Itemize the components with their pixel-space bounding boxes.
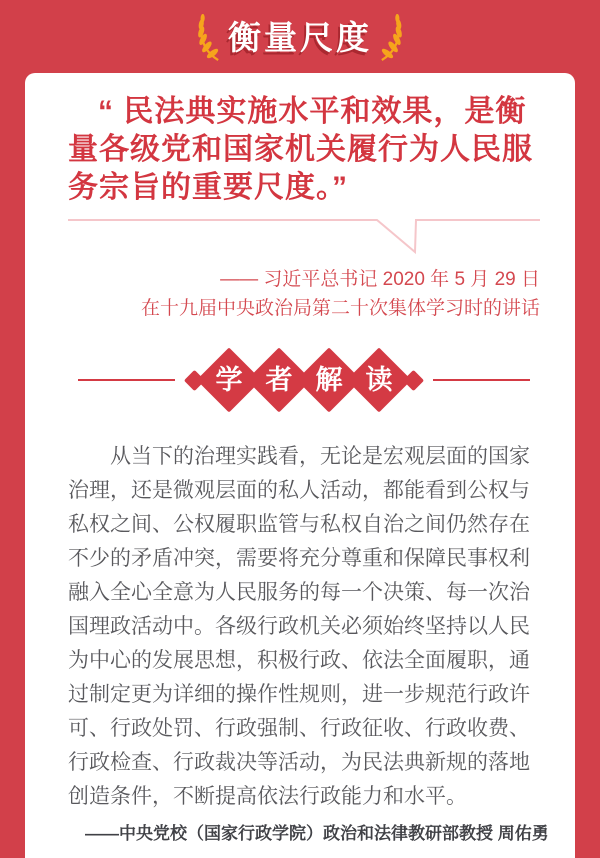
section-char: 学 [215, 364, 243, 395]
speech-bubble-tail-icon [68, 219, 540, 255]
article-line: 国理政活动中。各级行政机关必须始终坚持以人民 [68, 615, 530, 638]
content-panel [25, 73, 575, 858]
section-char: 解 [315, 364, 343, 395]
article-body [68, 440, 540, 814]
quote-line: 量各级党和国家机关履行为人民服 [68, 133, 533, 166]
diamond-icon [403, 369, 424, 390]
section-char: 者 [265, 364, 293, 395]
section-char-diamond [346, 347, 411, 412]
quote-line: 务宗旨的重要尺度。” [68, 171, 348, 204]
article-line: 为中心的发展思想，积极行政、依法全面履职，通 [68, 649, 530, 672]
section-char: 读 [365, 364, 393, 395]
section-header [68, 345, 540, 415]
quote-attribution-occasion: 在十九届中央政治局第二十次集体学习时的讲话 [140, 298, 540, 319]
article-line: 从当下的治理实践看，无论是宏观层面的国家 [68, 445, 530, 468]
article-line: 私权之间、公权履职监管与私权自治之间仍然存在 [68, 513, 530, 536]
article-line: 创造条件，不断提高依法行政能力和水平。 [68, 785, 467, 808]
divider-line-right [433, 379, 530, 381]
article-line: 治理，还是微观层面的私人活动，都能看到公权与 [68, 479, 530, 502]
article-line: 过制定更为详细的操作性规则，进一步规范行政许 [68, 683, 530, 706]
article-line: 行政检查、行政裁决等活动，为民法典新规的落地 [68, 751, 530, 774]
laurel-right-icon [379, 14, 411, 61]
quote-attribution-speaker: —— 习近平总书记 2020 年 5 月 29 日 [220, 269, 540, 290]
author-attribution: ——中央党校（国家行政学院）政治和法律教研部教授 周佑勇 [85, 824, 549, 843]
header-banner [0, 0, 600, 73]
quote-attribution [68, 265, 540, 323]
divider-line-left [78, 379, 175, 381]
quote-line: “ 民法典实施水平和效果，是衡 [98, 95, 527, 128]
title-badge [189, 14, 411, 61]
article-line: 可、行政处罚、行政强制、行政征收、行政收费、 [68, 717, 530, 740]
quote-block [68, 93, 540, 207]
laurel-left-icon [189, 14, 221, 61]
page-title: 衡量尺度 [228, 19, 372, 56]
article-line: 不少的矛盾冲突，需要将充分尊重和保障民事权利 [68, 547, 530, 570]
article-line: 融入全心全意为人民服务的每一个决策、每一次治 [68, 581, 530, 604]
